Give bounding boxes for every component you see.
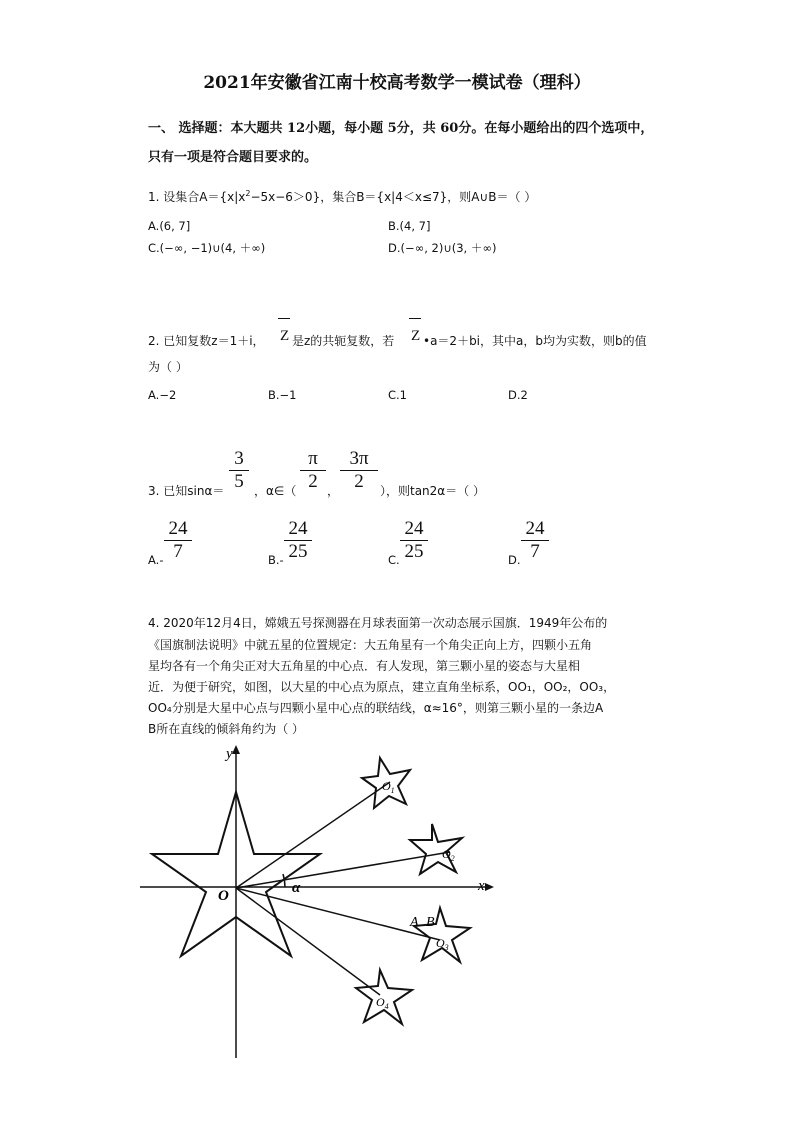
x-axis-label: x [478, 878, 485, 894]
o2-subscript: 2 [450, 854, 455, 863]
q1-option-d: D.(−∞, 2)∪(3, ＋∞) [388, 241, 497, 255]
q3-option-d-prefix: D. [508, 553, 521, 567]
q1-option-c: C.(−∞, −1)∪(4, ＋∞) [148, 241, 266, 255]
line-oo3 [236, 888, 440, 940]
q2-conjugate-bar-1 [278, 318, 290, 319]
q1-option-b: B.(4, 7] [388, 219, 431, 233]
q3-option-c-fraction [400, 519, 428, 562]
o4-label [376, 995, 389, 1011]
fraction-numerator: 3π [349, 448, 369, 469]
line-oo4 [236, 888, 380, 995]
connecting-lines [236, 782, 450, 995]
fraction-numerator: 24 [525, 518, 545, 539]
q1-superscript: 2 [245, 189, 251, 198]
o3-letter: O [436, 936, 445, 950]
fraction-numerator: 24 [168, 518, 188, 539]
q2-conjugate-bar-2 [409, 318, 421, 319]
section-heading-line2: 只有一项是符合题目要求的。 [148, 150, 318, 165]
small-star-2-icon [410, 824, 462, 874]
q1-stem [148, 188, 536, 205]
fraction-numerator: 3 [234, 448, 244, 469]
y-axis-arrow-icon [232, 745, 240, 754]
q4-line1: 4. 2020年12月4日，嫦娥五号探测器在月球表面第一次动态展示国旗．1949年公布的 [148, 616, 608, 630]
q3-comma: ， [327, 484, 340, 498]
q2-zbar-2: Z [411, 328, 421, 344]
q3-option-a-prefix: A.- [148, 553, 164, 567]
o4-subscript: 4 [384, 1002, 389, 1011]
fraction-denominator: 5 [234, 471, 244, 492]
q2-option-b: B.−1 [268, 388, 297, 402]
q3-fraction-3pi-half [340, 449, 378, 492]
fraction-denominator: 25 [288, 541, 308, 562]
fraction-denominator: 25 [404, 541, 424, 562]
stars-coordinate-figure [140, 740, 510, 1060]
fraction-numerator: 24 [404, 518, 424, 539]
fraction-denominator: 7 [530, 541, 540, 562]
q3-option-b-prefix: B.- [268, 553, 284, 567]
page-title: 2021年安徽省江南十校高考数学一模试卷（理科） [203, 73, 591, 93]
q2-stem-part-b: 是z的共轭复数，若 [292, 334, 395, 348]
o4-letter: O [376, 995, 385, 1009]
q2-stem-line2: 为（ ） [148, 360, 188, 374]
q2-option-c: C.1 [388, 388, 408, 402]
q4-line5: OO₄分别是大星中心点与四颗小星中心点的联结线，α≈16°，则第三颗小星的一条边A [148, 701, 604, 715]
o2-letter: O [442, 847, 451, 861]
line-oo2 [236, 852, 450, 888]
q1-stem-part-a: 1. 设集合A＝{x|x [148, 190, 246, 204]
fraction-numerator: π [308, 448, 318, 469]
fraction-denominator: 2 [354, 471, 364, 492]
q4-line2: 《国旗制法说明》中就五星的位置规定：大五角星有一个角尖正向上方，四颗小五角 [148, 638, 593, 652]
q2-option-a: A.−2 [148, 388, 177, 402]
q2-option-d: D.2 [508, 388, 528, 402]
q3-option-c-prefix: C. [388, 553, 400, 567]
o1-letter: O [382, 779, 391, 793]
fraction-numerator: 24 [288, 518, 308, 539]
q3-option-b-fraction [284, 519, 312, 562]
o3-label [436, 936, 449, 952]
q3-stem-part-b: ，α∈（ [254, 484, 297, 498]
q3-fraction-sin [229, 449, 249, 492]
y-axis-label: y [226, 746, 233, 762]
q3-option-a-fraction [164, 519, 192, 562]
o3-subscript: 3 [444, 943, 449, 952]
origin-label: O [218, 888, 229, 904]
q1-stem-part-b: −5x−6＞0}，集合B＝{x|4＜x≤7}，则A∪B＝（ ） [250, 190, 537, 204]
o1-label [382, 779, 395, 795]
fraction-denominator: 2 [308, 471, 318, 492]
q3-stem-part-c: ），则tan2α＝（ ） [380, 484, 486, 498]
q2-stem-part-c: •a＝2＋bi，其中a，b均为实数，则b的值 [423, 334, 647, 348]
point-a-label: A [410, 915, 419, 930]
q4-line3: 星均各有一个角尖正对大五角星的中心点．有人发现，第三颗小星的姿态与大星相 [148, 659, 581, 673]
q4-line4: 近．为便于研究，如图，以大星的中心点为原点，建立直角坐标系，OO₁，OO₂，OO₃， [148, 680, 616, 694]
o1-subscript: 1 [390, 786, 395, 795]
fraction-denominator: 7 [173, 541, 183, 562]
point-b-label: B [426, 915, 435, 930]
x-axis-arrow-icon [485, 883, 494, 891]
q2-zbar-1: Z [280, 328, 290, 344]
q1-option-a: A.(6, 7] [148, 219, 191, 233]
q4-line6: B所在直线的倾斜角约为（ ） [148, 722, 305, 736]
q3-stem-part-a: 3. 已知sinα＝ [148, 484, 225, 498]
o2-label [442, 847, 455, 863]
q3-fraction-pi-half [300, 449, 326, 492]
alpha-label: α [292, 880, 301, 896]
line-oo1 [236, 782, 390, 888]
section-heading-line1: 一、 选择题：本大题共 12小题，每小题 5分，共 60分。在每小题给出的四个选项中， [148, 121, 654, 136]
q2-stem-part-a: 2. 已知复数z＝1＋i， [148, 334, 265, 348]
q3-option-d-fraction [521, 519, 549, 562]
